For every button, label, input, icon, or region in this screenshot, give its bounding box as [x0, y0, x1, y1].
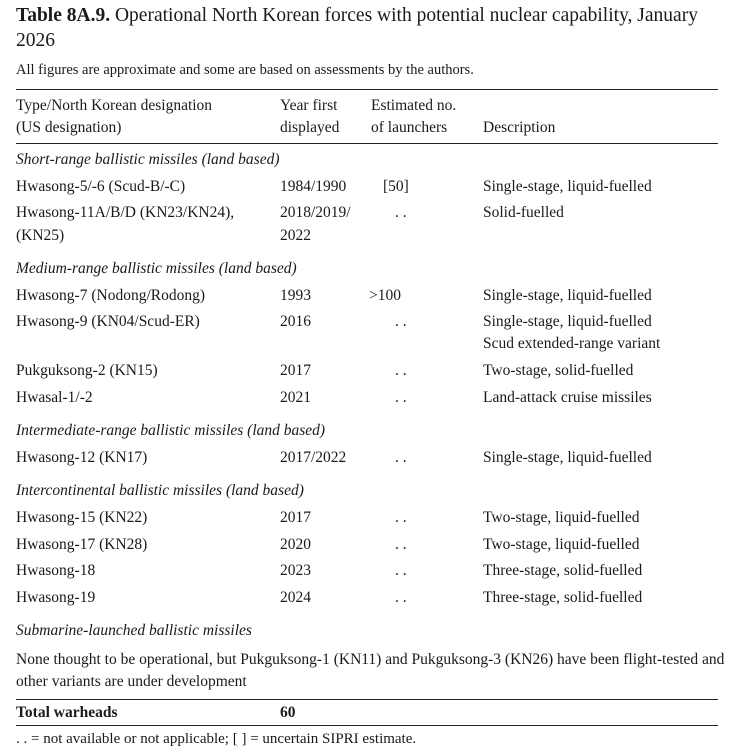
row-estimate: [50] — [383, 178, 409, 195]
row-description: Two-stage, liquid-fuelled — [483, 536, 640, 553]
row-year: 2020 — [280, 536, 311, 553]
row-description: Two-stage, liquid-fuelled — [483, 509, 640, 526]
row-description: Single-stage, liquid-fuelled — [483, 287, 652, 304]
row-estimate: . . — [395, 204, 407, 221]
row-estimate: . . — [395, 449, 407, 466]
row-type-cont: (KN25) — [16, 227, 65, 244]
footnote: . . = not available or not applicable; [ ] = uncertain SIPRI estimate. — [16, 731, 417, 747]
row-type: Hwasong-15 (KN22) — [16, 509, 148, 526]
row-year: 2023 — [280, 562, 311, 579]
section-mrbm: Medium-range ballistic missiles (land based) — [16, 260, 297, 277]
total-label: Total warheads — [16, 704, 118, 721]
row-year: 2021 — [280, 389, 311, 406]
section-slbm: Submarine-launched ballistic missiles — [16, 622, 252, 639]
row-year: 2017 — [280, 509, 311, 526]
table-subtitle: All figures are approximate and some are based on assessments by the authors. — [16, 62, 474, 78]
row-estimate: . . — [395, 362, 407, 379]
section-irbm: Intermediate-range ballistic missiles (land based) — [16, 422, 326, 439]
row-type: Hwasal-1/-2 — [16, 389, 93, 406]
row-estimate: >100 — [369, 287, 401, 304]
row-description: Single-stage, liquid-fuelled — [483, 313, 652, 330]
header-type-line1: Type/North Korean designation — [16, 97, 213, 114]
top-rule — [16, 89, 718, 90]
row-type: Pukguksong-2 (KN15) — [16, 362, 158, 379]
row-estimate: . . — [395, 509, 407, 526]
table-title-text: Operational North Korean forces with potential nuclear capability, January 2026 — [16, 5, 698, 51]
row-type: Hwasong-5/-6 (Scud-B/-C) — [16, 178, 186, 195]
row-type: Hwasong-12 (KN17) — [16, 449, 148, 466]
row-year: 2018/2019/ — [280, 204, 351, 221]
row-description: Single-stage, liquid-fuelled — [483, 449, 652, 466]
total-value: 60 — [280, 704, 296, 721]
row-year: 2017 — [280, 362, 311, 379]
table-number: Table 8A.9. — [16, 5, 111, 26]
row-estimate: . . — [395, 536, 407, 553]
header-description: Description — [483, 119, 556, 136]
row-year: 2016 — [280, 313, 311, 330]
row-type: Hwasong-19 — [16, 589, 96, 606]
row-type: Hwasong-9 (KN04/Scud-ER) — [16, 313, 200, 330]
header-year-line1: Year first — [280, 97, 338, 114]
header-year-line2: displayed — [280, 119, 340, 136]
section-srbm: Short-range ballistic missiles (land based) — [16, 151, 280, 168]
row-description-cont: Scud extended-range variant — [483, 335, 661, 352]
section-icbm: Intercontinental ballistic missiles (land based) — [16, 482, 304, 499]
header-estimate-line1: Estimated no. — [371, 97, 457, 114]
row-year: 2024 — [280, 589, 311, 606]
table-title — [16, 3, 736, 53]
row-description: Single-stage, liquid-fuelled — [483, 178, 652, 195]
row-type: Hwasong-11A/B/D (KN23/KN24), — [16, 204, 235, 221]
row-estimate: . . — [395, 589, 407, 606]
header-estimate-line2: of launchers — [371, 119, 448, 136]
row-year-cont: 2022 — [280, 227, 311, 244]
row-year: 2017/2022 — [280, 449, 347, 466]
header-rule — [16, 143, 718, 144]
slbm-description: None thought to be operational, but Pukguksong-1 (KN11) and Pukguksong-3 (KN26) have been flight-tested and other variants are under development — [16, 651, 725, 690]
total-rule — [16, 699, 718, 700]
row-type: Hwasong-7 (Nodong/Rodong) — [16, 287, 205, 304]
row-estimate: . . — [395, 313, 407, 330]
row-description: Two-stage, solid-fuelled — [483, 362, 634, 379]
row-description: Three-stage, solid-fuelled — [483, 562, 643, 579]
row-estimate: . . — [395, 389, 407, 406]
row-estimate: . . — [395, 562, 407, 579]
header-type-line2: (US designation) — [16, 119, 122, 136]
row-year: 1984/1990 — [280, 178, 347, 195]
row-description: Land-attack cruise missiles — [483, 389, 652, 406]
bottom-rule — [16, 725, 718, 726]
row-type: Hwasong-18 — [16, 562, 96, 579]
row-year: 1993 — [280, 287, 311, 304]
row-description: Three-stage, solid-fuelled — [483, 589, 643, 606]
row-description: Solid-fuelled — [483, 204, 564, 221]
row-type: Hwasong-17 (KN28) — [16, 536, 148, 553]
